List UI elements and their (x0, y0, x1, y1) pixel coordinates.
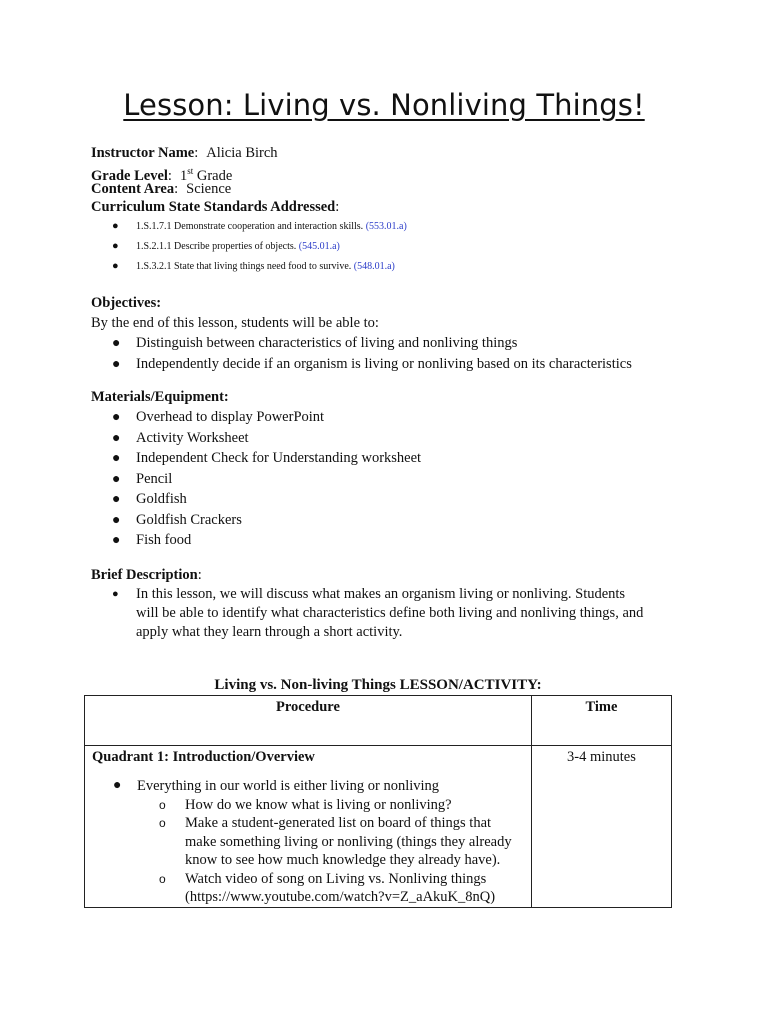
bullet-icon: ● (112, 588, 119, 600)
list-item: ● Pencil (112, 469, 421, 490)
procedure-cell (85, 746, 532, 908)
standards-list (112, 216, 407, 276)
bullet-icon: ● (112, 533, 121, 548)
grade-suffix: st (187, 166, 194, 176)
bullet-icon: ● (112, 240, 119, 252)
content-area-label: Content Area (91, 181, 175, 197)
grade-number: 1 (179, 167, 188, 184)
standard-item: ● 1.S.1.7.1 Demonstrate cooperation and interaction skills. (553.01.a) (112, 216, 407, 236)
sub-list-item: o Make a student-generated list on board of things that make something living or nonliving (things they already know to see how much knowledge they already have). (159, 815, 512, 868)
standard-item: ● 1.S.3.2.1 State that living things need food to survive. (548.01.a) (112, 256, 407, 276)
instructor-label: Instructor Name (91, 145, 195, 161)
list-item: ● Distinguish between characteristics of living and nonliving things (112, 333, 632, 354)
instructor-value: Alicia Birch (206, 145, 278, 161)
description-heading-row: Brief Description: (91, 567, 202, 583)
description-section (91, 565, 648, 642)
time-cell: 3-4 minutes (531, 746, 671, 908)
list-item: ● Goldfish Crackers (112, 510, 421, 531)
lesson-info (91, 144, 339, 216)
materials-list (112, 407, 421, 551)
circle-bullet-icon: o (159, 871, 166, 886)
activity-title: Living vs. Non-living Things LESSON/ACTIVITY: (214, 677, 542, 693)
standard-item: ● 1.S.2.1.1 Describe properties of objects. (545.01.a) (112, 236, 407, 256)
quadrant-title: Quadrant 1: Introduction/Overview (92, 749, 315, 765)
content-area-row: Content Area: Science (91, 181, 232, 197)
bullet-icon: ● (112, 220, 119, 232)
materials-heading: Materials/Equipment: (91, 389, 229, 405)
list-item: ● Overhead to display PowerPoint (112, 407, 421, 428)
circle-bullet-icon: o (159, 797, 166, 812)
objectives-heading: Objectives: (91, 295, 162, 311)
table-row (85, 746, 672, 908)
instructor-row: Instructor Name: Alicia Birch (91, 145, 278, 161)
grade-row: Grade Level: 1st Grade (91, 166, 233, 184)
procedure-header: Procedure (85, 696, 532, 746)
list-item: ● Activity Worksheet (112, 428, 421, 449)
bullet-icon: ● (112, 410, 121, 425)
bullet-icon: ● (113, 778, 122, 793)
bullet-icon: ● (112, 492, 121, 507)
standard-code[interactable]: (553.01.a) (365, 221, 407, 232)
objectives-intro: By the end of this lesson, students will be able to: (91, 315, 379, 331)
bullet-icon: ● (112, 260, 119, 272)
circle-bullet-icon: o (159, 816, 166, 830)
standards-label: Curriculum State Standards Addressed (91, 199, 336, 215)
description-item (112, 585, 648, 642)
objectives-section (91, 293, 632, 374)
list-item: ● Everything in our world is either living or nonliving (113, 778, 440, 794)
standard-code[interactable]: (548.01.a) (353, 261, 395, 272)
content-area-value: Science (186, 181, 232, 197)
sub-list-item: o How do we know what is living or nonliving? (159, 796, 452, 813)
grade-word: Grade (196, 167, 233, 184)
page-title: Lesson: Living vs. Nonliving Things! (123, 88, 645, 122)
bullet-icon: ● (112, 512, 121, 528)
time-header: Time (531, 696, 671, 746)
objectives-list (112, 333, 632, 374)
list-item: ● Independent Check for Understanding worksheet (112, 448, 421, 469)
list-item: ● Fish food (112, 530, 421, 551)
description-heading: Brief Description (91, 567, 198, 583)
standard-code[interactable]: (545.01.a) (298, 241, 340, 252)
grade-label: Grade Level (91, 167, 168, 184)
table-header-row (85, 696, 672, 746)
bullet-icon: ● (112, 430, 121, 446)
activity-table (84, 695, 672, 908)
materials-section (91, 387, 421, 551)
bullet-icon: ● (112, 451, 121, 466)
bullet-icon: ● (112, 471, 121, 487)
list-item: ● Independently decide if an organism is living or nonliving based on its characteristics (112, 354, 632, 375)
sub-list-item: o Watch video of song on Living vs. Nonliving things (https://www.youtube.com/watch?v=Z_aAkuK_8nQ) (159, 870, 496, 905)
bullet-icon: ● (112, 336, 121, 351)
list-item: ● Goldfish (112, 489, 421, 510)
standards-row: Curriculum State Standards Addressed: (91, 199, 340, 215)
bullet-icon: ● (112, 356, 121, 372)
description-text: In this lesson, we will discuss what makes an organism living or nonliving. Students will be able to identify what characteristics define both living and nonliving things, and apply what they learn through a short activity. (136, 586, 644, 640)
